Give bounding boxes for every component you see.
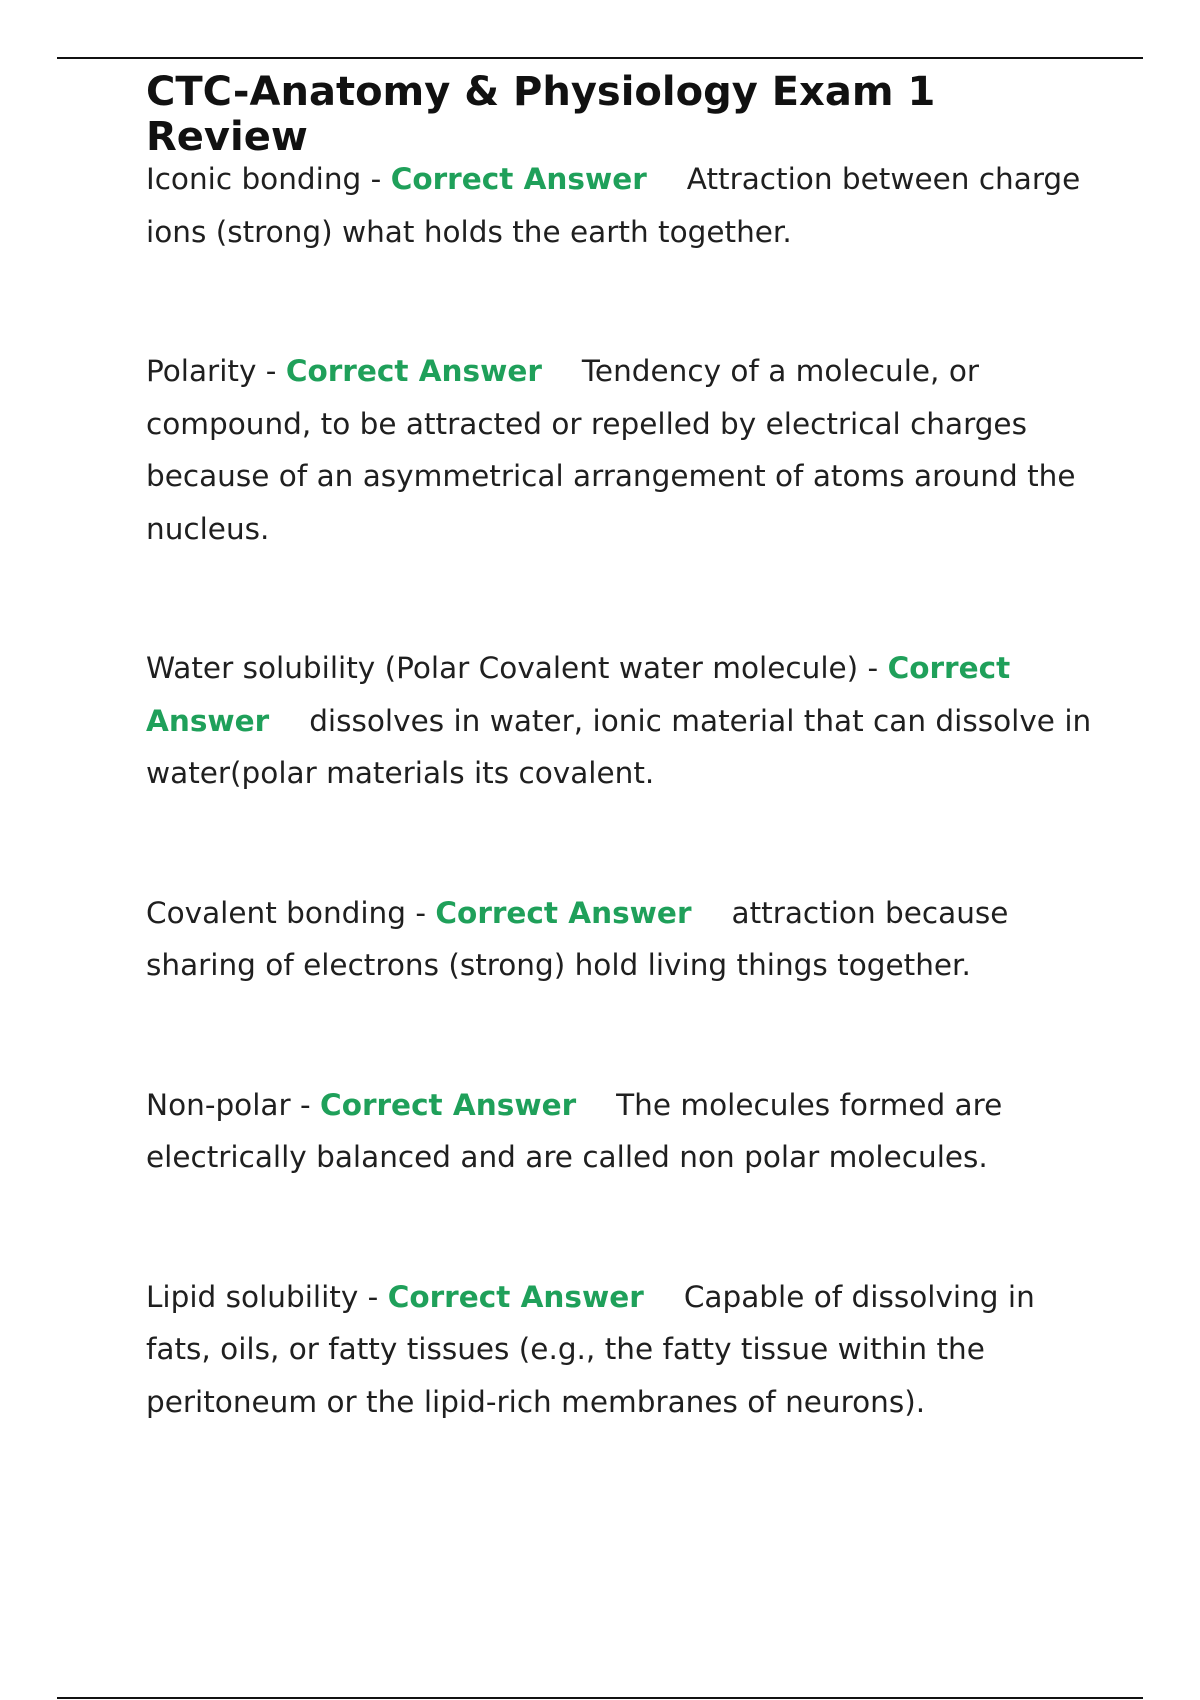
correct-answer-label: Correct Answer: [387, 1279, 644, 1314]
page-title: CTC-Anatomy & Physiology Exam 1 Review: [146, 69, 936, 160]
definition: Attraction between charge ions (strong) what holds the earth together.: [146, 162, 1081, 249]
definition: attraction because sharing of electrons (strong) hold living things together.: [146, 895, 1009, 982]
definition: Capable of dissolving in fats, oils, or fatty tissues (e.g., the fatty tissue within the peritoneum or the lipid-rich membranes of neurons).: [146, 1279, 1035, 1419]
definition: Tendency of a molecule, or compound, to be attracted or repelled by electrical charges because of an asymmetrical arrangement of atoms around the nucleus.: [146, 354, 1076, 546]
term: Covalent bonding -: [146, 895, 427, 930]
term: Iconic bonding -: [146, 162, 382, 196]
term: Polarity -: [146, 354, 277, 388]
term: Lipid solubility -: [146, 1279, 379, 1314]
definition: dissolves in water, ionic material that can dissolve in water(polar materials its covalent.: [146, 703, 1092, 790]
bottom-divider: [57, 1697, 1143, 1699]
qa-entry-polarity: [146, 345, 1096, 555]
qa-entry-water-solubility: [146, 642, 1096, 800]
document-body: [146, 70, 1096, 1428]
correct-answer-label: Correct Answer: [320, 1087, 577, 1122]
correct-answer-label: Correct Answer: [390, 162, 647, 196]
qa-entry-non-polar: [146, 1079, 1096, 1184]
correct-answer-label: Correct Answer: [146, 651, 1011, 738]
qa-entry-lipid-solubility: [146, 1271, 1096, 1429]
term: Water solubility (Polar Covalent water molecule) -: [146, 651, 879, 685]
qa-entry-covalent-bonding: [146, 887, 1096, 992]
qa-entry-ionic-bonding: [146, 153, 1096, 258]
top-divider: [57, 57, 1143, 59]
correct-answer-label: Correct Answer: [285, 354, 542, 388]
definition: The molecules formed are electrically balanced and are called non polar molecules.: [146, 1087, 1003, 1174]
term: Non-polar -: [146, 1087, 311, 1122]
correct-answer-label: Correct Answer: [435, 895, 692, 930]
